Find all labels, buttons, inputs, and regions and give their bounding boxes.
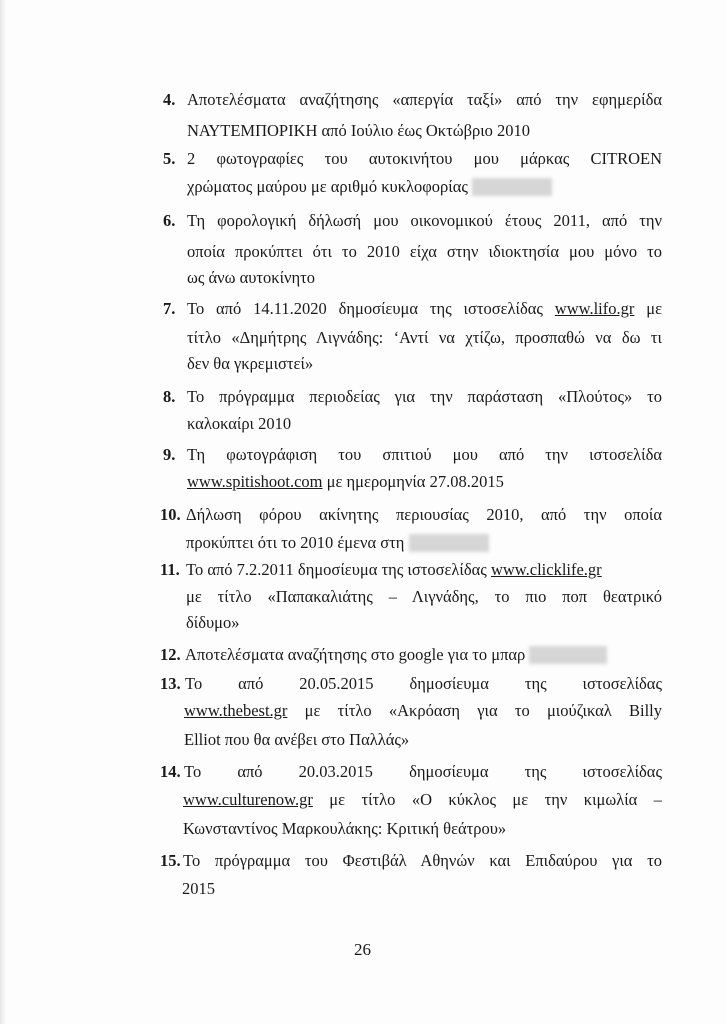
text-segment: καλοκαίρι 2010 — [187, 414, 292, 433]
list-item-line — [187, 445, 662, 465]
text-segment: Το πρόγραμμα του Φεστιβάλ Αθηνών και Επιδαύρου για το — [183, 851, 662, 870]
list-item-number: 4. — [163, 90, 176, 109]
text-segment: Τη φωτογράφιση του σπιτιού μου από την ιστοσελίδα — [187, 445, 662, 464]
list-item-line — [183, 851, 662, 871]
list-item-line — [187, 414, 291, 434]
website-link[interactable]: www.thebest.gr — [184, 701, 288, 720]
text-segment: Elliot που θα ανέβει στο Παλλάς» — [184, 730, 410, 749]
website-link[interactable]: www.culturenow.gr — [183, 790, 313, 809]
list-item-line — [184, 762, 662, 782]
list-item-line — [187, 387, 662, 407]
list-item-line — [185, 645, 607, 665]
list-item-number: 5. — [163, 149, 176, 168]
list-item-line — [187, 268, 315, 288]
list-item-line — [187, 149, 662, 169]
text-segment: με τίτλο «Παπακαλιάτης – Λιγνάδης, το πιο ποπ θεατρικό — [186, 587, 662, 606]
list-item-line — [182, 879, 215, 899]
text-segment: με τίτλο «Ακρόαση για το μιούζικαλ Billy — [287, 701, 662, 720]
list-item-line — [184, 701, 662, 721]
list-item-number: 12. — [160, 645, 181, 664]
list-item-line — [186, 560, 602, 580]
text-segment: Αποτελέσματα αναζήτησης «απεργία ταξί» από την εφημερίδα — [187, 90, 662, 109]
text-segment: Το πρόγραμμα περιοδείας για την παράσταση «Πλούτος» το — [187, 387, 662, 406]
scan-edge — [0, 0, 6, 1024]
text-segment: με τίτλο «Ο κύκλος με την κιμωλία – — [312, 790, 662, 809]
text-segment: 2 φωτογραφίες του αυτοκινήτου μου μάρκας CITROEN — [187, 149, 662, 168]
page-number: 26 — [354, 940, 371, 959]
list-item-number: 14. — [160, 762, 181, 781]
text-segment: με — [634, 299, 662, 318]
list-item-number: 11. — [160, 560, 180, 579]
text-segment: 2015 — [182, 879, 215, 898]
redacted-text — [409, 534, 489, 552]
text-segment: Το από 20.05.2015 δημοσίευμα της ιστοσελίδας — [185, 674, 662, 693]
list-item-number: 7. — [163, 299, 176, 318]
text-segment: Το από 14.11.2020 δημοσίευμα της ιστοσελίδας — [187, 299, 555, 318]
text-segment: προκύπτει ότι το 2010 έμενα στη — [186, 533, 409, 552]
text-segment: δεν θα γκρεμιστεί» — [187, 354, 314, 373]
list-item-line — [186, 587, 662, 607]
list-item-line — [187, 211, 662, 231]
text-segment: οποία προκύπτει ότι το 2010 είχα στην ιδιοκτησία μου μόνο το — [187, 242, 662, 261]
text-segment: με ημερομηνία 27.08.2015 — [322, 472, 504, 491]
website-link[interactable]: www.clicklife.gr — [490, 560, 602, 579]
text-segment: Τη φορολογική δήλωσή μου οικονομικού έτους 2011, από την — [187, 211, 662, 230]
website-link[interactable]: www.lifo.gr — [554, 299, 635, 318]
list-item-number: 15. — [160, 851, 181, 870]
list-item-line — [187, 354, 313, 374]
text-segment: Το από 7.2.2011 δημοσίευμα της ιστοσελίδας — [186, 560, 491, 579]
text-segment: Κωνσταντίνος Μαρκουλάκης: Κριτική θεάτρου» — [183, 819, 507, 838]
text-segment: δίδυμο» — [186, 613, 240, 632]
list-item-line — [187, 242, 662, 262]
text-segment: τίτλο «Δημήτρης Λιγνάδης: ‘Αντί να χτίζω, προσπαθώ να δω τι — [187, 328, 662, 347]
list-item-number: 8. — [163, 387, 176, 406]
text-segment: Δήλωση φόρου ακίνητης περιουσίας 2010, από την οποία — [186, 505, 662, 524]
list-item-line — [185, 674, 662, 694]
list-item-line — [187, 472, 504, 492]
list-item-line — [186, 613, 240, 633]
text-segment: ΝΑΥΤΕΜΠΟΡΙΚΗ από Ιούλιο έως Οκτώβριο 2010 — [187, 121, 531, 140]
text-segment: Το από 20.03.2015 δημοσίευμα της ιστοσελίδας — [184, 762, 662, 781]
list-item-number: 13. — [160, 674, 181, 693]
redacted-text — [529, 646, 607, 664]
list-item-line — [183, 790, 662, 810]
list-item-line — [186, 533, 489, 553]
list-item-line — [184, 730, 409, 750]
list-item-line — [187, 299, 662, 319]
website-link[interactable]: www.spitishoot.com — [187, 472, 323, 491]
list-item-line — [187, 121, 530, 141]
list-item-number: 6. — [163, 211, 176, 230]
text-segment: Αποτελέσματα αναζήτησης στο google για το μπαρ — [185, 645, 530, 664]
list-item-number: 9. — [163, 445, 176, 464]
list-item-line — [187, 177, 552, 197]
list-item-line — [187, 90, 662, 110]
list-item-number: 10. — [160, 505, 181, 524]
list-item-line — [186, 505, 662, 525]
list-item-line — [183, 819, 506, 839]
text-segment: ως άνω αυτοκίνητο — [187, 268, 316, 287]
redacted-text — [472, 178, 552, 196]
text-segment: χρώματος μαύρου με αριθμό κυκλοφορίας — [187, 177, 473, 196]
list-item-line — [187, 328, 662, 348]
